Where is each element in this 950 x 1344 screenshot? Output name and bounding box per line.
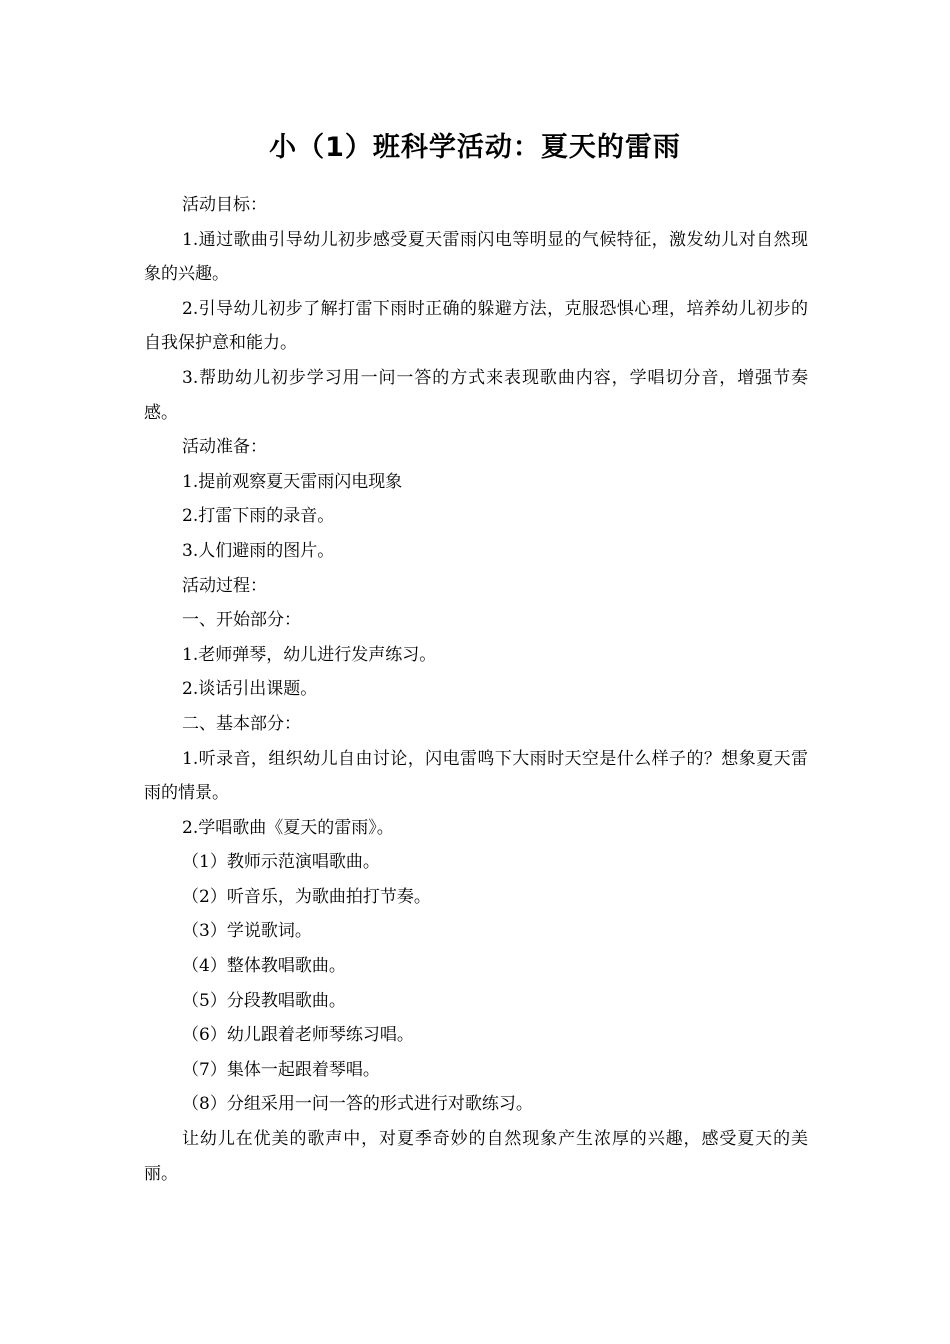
song-step-4: （4）整体教唱歌曲。 [182,956,346,977]
document-body [144,188,808,1191]
section-heading-preparation: 活动准备： [182,437,267,458]
song-step-8: （8）分组采用一问一答的形式进行对歌练习。 [182,1094,533,1115]
document-title: 小（1）班科学活动：夏天的雷雨 [269,132,681,163]
goal-item-2: 2.引导幼儿初步了解打雷下雨时正确的躲避方法，克服恐惧心理，培养幼儿初步的自我保护意和能力。 [144,298,808,354]
song-step-7: （7）集体一起跟着琴唱。 [182,1059,380,1080]
process-part-2-heading: 二、基本部分： [182,713,301,734]
preparation-item-2: 2.打雷下雨的录音。 [182,506,335,527]
process-part-2-item-1: 1.听录音，组织幼儿自由讨论，闪电雷鸣下大雨时天空是什么样子的？想象夏天雷雨的情景。 [144,748,808,804]
song-step-1: （1）教师示范演唱歌曲。 [182,852,380,873]
closing-paragraph: 让幼儿在优美的歌声中，对夏季奇妙的自然现象产生浓厚的兴趣，感受夏天的美丽。 [144,1129,808,1184]
goal-item-3: 3.帮助幼儿初步学习用一问一答的方式来表现歌曲内容，学唱切分音，增强节奏感。 [144,367,808,423]
process-part-2-item-2: 2.学唱歌曲《夏天的雷雨》。 [182,817,394,838]
section-heading-process: 活动过程： [182,575,267,596]
song-step-5: （5）分段教唱歌曲。 [182,990,346,1011]
preparation-item-3: 3.人们避雨的图片。 [182,540,335,561]
process-part-1-item-2: 2.谈话引出课题。 [182,679,318,700]
song-step-3: （3）学说歌词。 [182,921,312,942]
song-step-2: （2）听音乐，为歌曲拍打节奏。 [182,886,431,907]
preparation-item-1: 1.提前观察夏天雷雨闪电现象 [182,471,403,492]
section-heading-goals: 活动目标： [182,195,267,215]
song-step-6: （6）幼儿跟着老师琴练习唱。 [182,1025,414,1046]
goal-item-1: 1.通过歌曲引导幼儿初步感受夏天雷雨闪电等明显的气候特征，激发幼儿对自然现象的兴趣。 [144,229,808,285]
process-part-1-heading: 一、开始部分： [182,610,301,631]
process-part-1-item-1: 1.老师弹琴，幼儿进行发声练习。 [182,644,437,665]
